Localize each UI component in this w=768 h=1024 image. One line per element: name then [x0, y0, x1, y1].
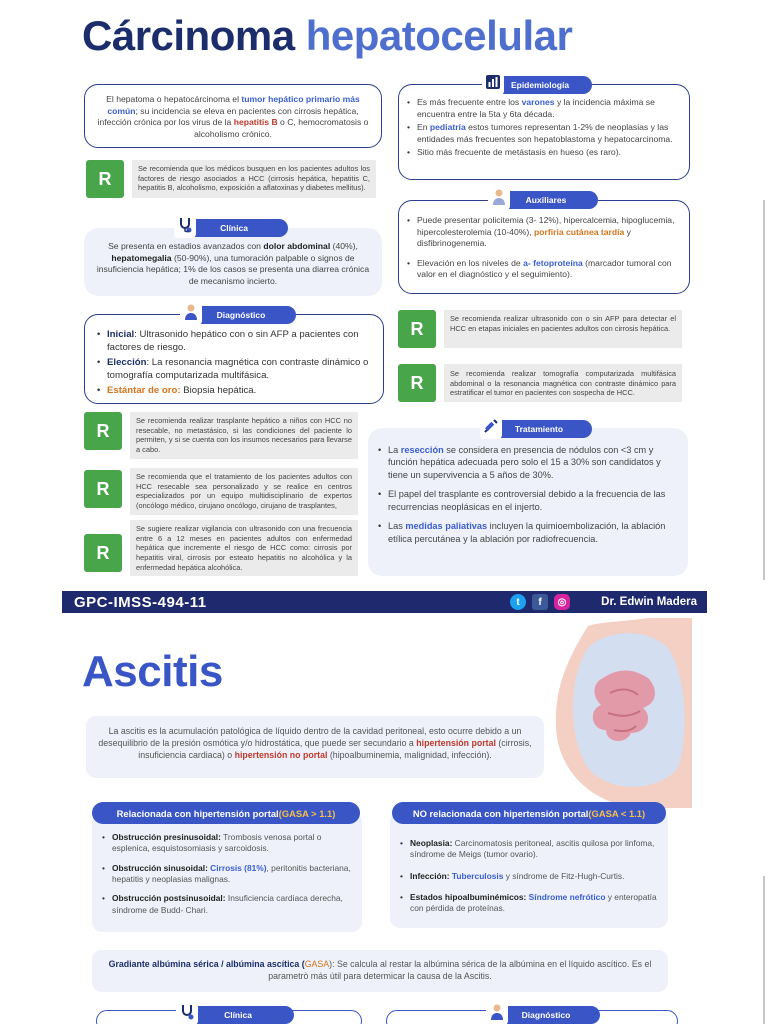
hcc-clinica-panel: Se presenta en estadios avanzados con dolor abdominal (40%), hepatomegalia (50-90%), una tumoración palpable o signos de insuficiencia hepática; 1% de los casos se presenta una diarrea crónica de mecanismo incierto.	[84, 228, 382, 296]
portal-item-3: • Obstrucción postsinusoidal: Insuficiencia cardiaca derecha, síndrome de Budd- Chari.	[100, 893, 354, 916]
no-portal-panel	[390, 812, 668, 928]
recommendation-badge: R	[86, 160, 124, 198]
auxiliares-header: Auxiliares	[494, 191, 598, 209]
trat-item-1: • La resección se considera en presencia de nódulos con <3 cm y función hepática adecuada pero solo el 15 a 30% son candidatos y tiene un supervivencia a 5 años de 30%.	[376, 444, 676, 481]
clinica-header: Clínica	[180, 219, 288, 237]
no-portal-item-2: • Infección: Tuberculosis y síndrome de Fitz-Hugh-Curtis.	[398, 871, 660, 882]
aux-item-2: • Elevación en los niveles de a- fetoproteína (marcador tumoral con valor en el diagnóstico y el seguimiento).	[405, 258, 679, 281]
recommendation-badge: R	[84, 534, 122, 572]
hcc-rec-left-3: R Se sugiere realizar vigilancia con ultrasonido con una frecuencia entre 6 a 12 meses en pacientes adultos con enfermedad hepática que incremente el riesgo de HCC como: cirrosis por hepatitis viral, cirrosis por esteato hepatitis no alcohólica y la enfermedad hepática alcohólica.	[84, 520, 358, 576]
abdomen-illustration	[548, 618, 692, 814]
ascitis-clinica-header: Clínica	[182, 1006, 294, 1024]
hcc-auxiliares-panel	[398, 200, 690, 294]
statistics-icon	[482, 69, 504, 95]
scrollbar[interactable]	[763, 200, 765, 580]
no-portal-header: NO relacionada con hipertensión portal (GASA < 1.1)	[392, 802, 666, 824]
author-name: Dr. Edwin Madera	[601, 596, 697, 608]
diag-item-estandar: • Estántar de oro: Biopsia hepática.	[95, 385, 373, 398]
portal-panel	[92, 812, 362, 932]
portal-header: Relacionada con hipertensión portal (GASA > 1.1)	[92, 802, 360, 824]
hcc-rec-1: R Se recomienda que los médicos busquen en los pacientes adultos los factores de riesgo asociados a HCC (cirrosis hepática, hepatitis C, hepatitis B, alcoholismo, exposición a aflatoxinas y diabetes mellitus).	[86, 160, 382, 198]
hcc-tratamiento-panel	[368, 428, 688, 576]
hcc-rec-right-1: R Se recomienda realizar ultrasonido con o sin AFP para detectar el HCC en etapas iniciales en pacientes adultos con cirrosis hepática.	[398, 310, 686, 348]
scrollbar[interactable]	[763, 876, 765, 1024]
trat-item-3: • Las medidas paliativas incluyen la quimioembolización, la ablación etílica percutánea y la ablación por radiofrecuencia.	[376, 520, 676, 545]
hcc-rec-left-2: R Se recomienda que el tratamiento de los pacientes adultos con HCC resecable sea personalizado y se realice en centros especializados por un equipo multidisciplinario de expertos (oncólogo médico, cirujano oncólogo, cirujano de trasplantes,	[84, 468, 358, 515]
diag-item-eleccion: • Elección: La resonancia magnética con contraste dinámico o tomografía computarizada multifásica.	[95, 357, 373, 383]
aux-item-1: • Puede presentar policitemia (3- 12%), hipercalcemia, hipoglucemia, hipercolesterolemia (10-40%), porfiria cutánea tardía y disfibrinogenemia.	[405, 215, 679, 250]
recommendation-badge: R	[398, 364, 436, 402]
portal-item-2: • Obstrucción sinusoidal: Cirrosis (81%), peritonitis bacteriana, hepatitis y neoplasias malignas.	[100, 863, 354, 886]
stethoscope-icon	[176, 999, 198, 1024]
guideline-code: GPC-IMSS-494-11	[74, 593, 207, 611]
syringe-icon	[480, 413, 502, 439]
doctor-icon	[486, 999, 508, 1024]
hcc-diagnostico-panel	[84, 314, 384, 404]
hcc-rec-right-2: R Se recomienda realizar tomografía computarizada multifásica abdominal o la resonancia magnética con contraste dinámico para estratificar el tumor en pacientes con sospecha de HCC.	[398, 364, 686, 402]
no-portal-item-3: • Estados hipoalbuminémicos: Síndrome nefrótico y enteropatía con pérdida de proteínas.	[398, 892, 660, 915]
epidemiologia-header: Epidemiología	[488, 76, 592, 94]
twitter-icon[interactable]: t	[510, 594, 526, 610]
footer-bar	[62, 591, 707, 613]
facebook-icon[interactable]: f	[532, 594, 548, 610]
recommendation-badge: R	[84, 470, 122, 508]
diagnostico-header: Diagnóstico	[186, 306, 296, 324]
stethoscope-icon	[174, 212, 196, 238]
hcc-rec-left-1: R Se recomienda realizar trasplante hepático a niños con HCC no resecable, no metastásico, si las condiciones del paciente lo permiten, y si se cuenta con los insumos necesarios para llevarse a cabo.	[84, 412, 358, 459]
ascitis-diagnostico-header: Diagnóstico	[492, 1006, 600, 1024]
hcc-title: Cárcinoma hepatocelular	[82, 12, 573, 59]
trat-item-2: • El papel del trasplante es controversial debido a la frecuencia de las recurrencias neoplásicas en el injerto.	[376, 488, 676, 513]
gasa-panel: Gradiante albúmina sérica / albúmina ascítica (GASA): Se calcula al restar la albúmina sérica de la albúmina en el líquido ascítico. Es el parametrò más útil para determicar la causa de la Ascitis.	[92, 950, 668, 992]
epi-item-1: • Es más frecuente entre los varones y la incidencia máxima se encuentra entre la 5ta y 6ta década.	[405, 97, 679, 120]
hcc-intro: El hepatoma o hepatocárcinoma el tumor hepático primario más común; su incidencia se eleva en pacientes con cirrosis hepática, infección crónica por los virus de la hepatitis B o C, hemocromatosis o alcoholismo crónico.	[84, 84, 382, 148]
ascitis-title: Ascitis	[82, 647, 223, 696]
instagram-icon[interactable]: ◎	[554, 594, 570, 610]
lab-technician-icon	[488, 184, 510, 210]
ascitis-intro: La ascitis es la acumulación patológica de líquido dentro de la cavidad peritoneal, esto ocurre debido a un desequilibrio de la presión osmótica y/o hidrostática, que puede ser secundario a hipertensión portal (cirrosis, insuficiencia cardiaca) o hipertensión no portal (hipoalbuminemia, malignidad, infección).	[86, 716, 544, 778]
portal-item-1: • Obstrucción presinusoidal: Trombosis venosa portal o esplenica, esquistosomiasis y sarcoidosis.	[100, 832, 354, 855]
no-portal-item-1: • Neoplasia: Carcinomatosis peritoneal, ascitis quilosa por linfoma, síndrome de Meigs (tumor ovario).	[398, 838, 660, 861]
recommendation-badge: R	[84, 412, 122, 450]
hcc-epidemiologia-panel	[398, 84, 690, 180]
diag-item-inicial: • Inicial: Ultrasonido hepático con o sin AFP a pacientes con factores de riesgo.	[95, 329, 373, 355]
doctor-icon	[180, 299, 202, 325]
epi-item-2: • En pediatría estos tumores representan 1-2% de neoplasias y las entidades más frecuentes son hepatoblastoma y hepatocarcinoma.	[405, 122, 679, 145]
tratamiento-header: Tratamiento	[486, 420, 592, 438]
epi-item-3: • Sitio más frecuente de metástasis en hueso (es raro).	[405, 147, 679, 159]
recommendation-badge: R	[398, 310, 436, 348]
